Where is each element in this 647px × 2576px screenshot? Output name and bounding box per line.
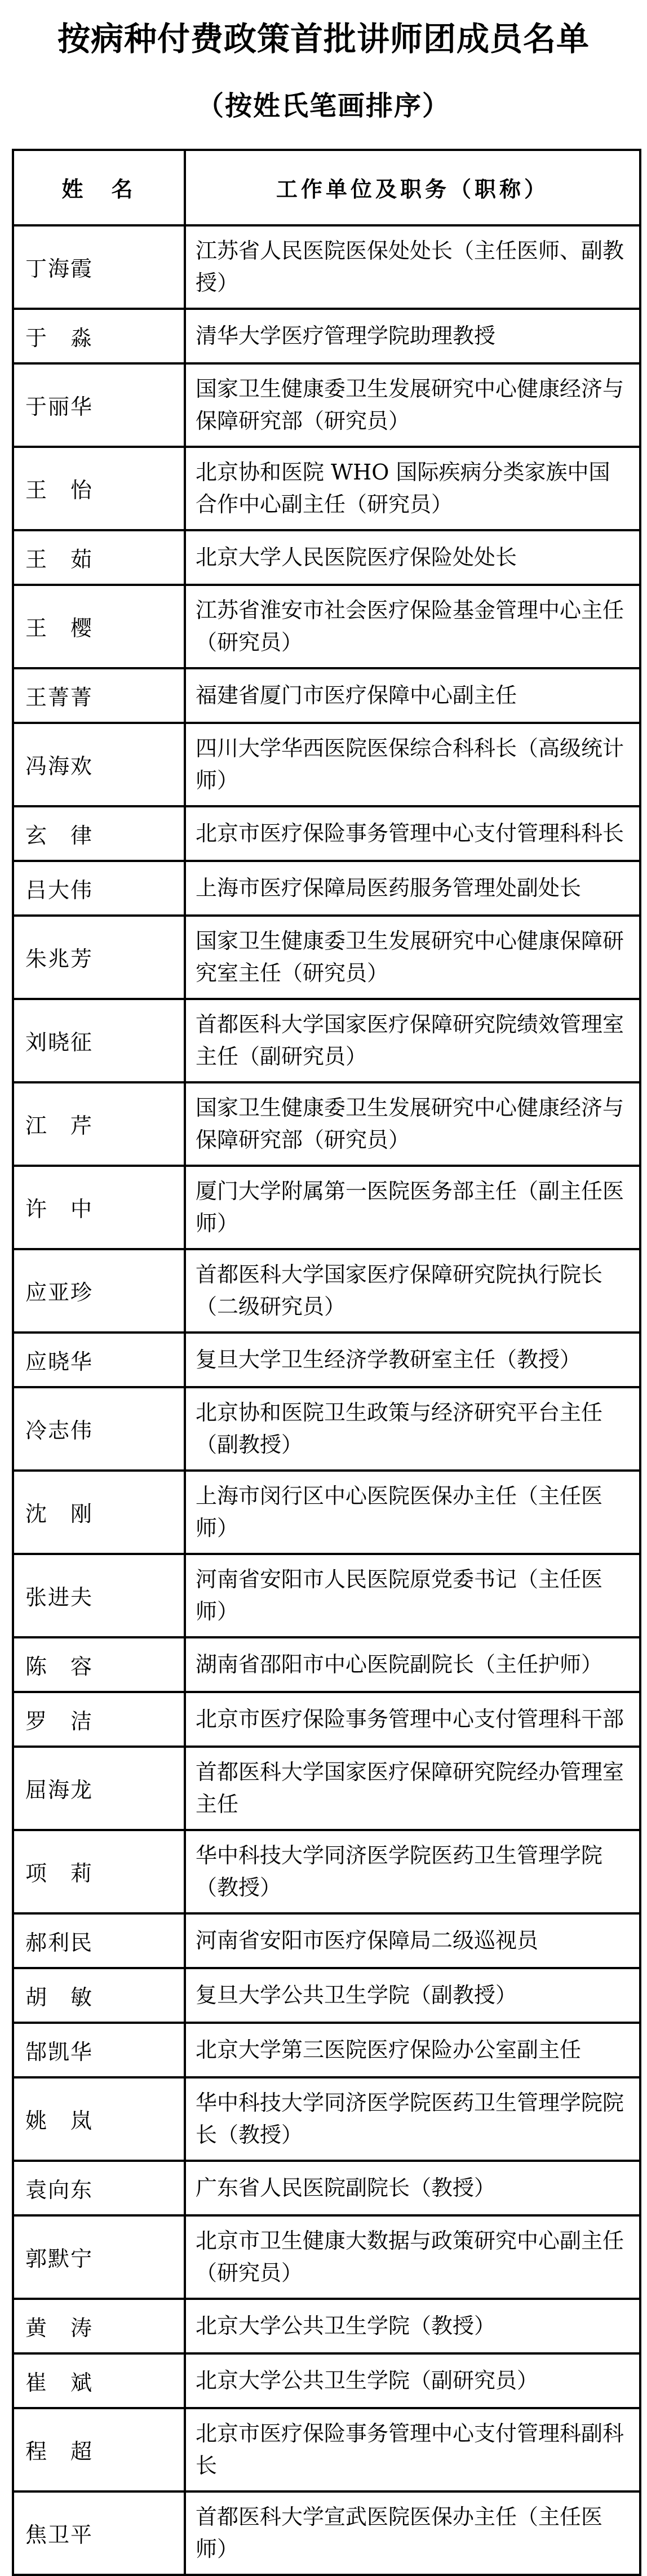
member-name-cell [13, 1968, 185, 2023]
table-row [13, 225, 640, 309]
member-name: 应亚珍 [25, 1280, 94, 1305]
member-unit-cell [185, 225, 640, 309]
member-name: 江 芹 [25, 1113, 94, 1139]
member-unit: 厦门大学附属第一医院医务部主任（副主任医师） [196, 1178, 624, 1236]
document-page [0, 20, 647, 2576]
member-name-cell [13, 1913, 185, 1968]
member-unit: 北京大学第三医院医疗保险办公室副主任 [196, 2037, 582, 2062]
table-row [13, 1387, 640, 1471]
member-name-cell [13, 2077, 185, 2161]
member-unit: 首都医科大学国家医疗保障研究院执行院长（二级研究员） [196, 1262, 603, 1319]
member-name: 郭默宁 [25, 2246, 94, 2272]
member-name: 王 怡 [25, 478, 94, 503]
member-unit-cell [185, 1913, 640, 1968]
member-unit: 华中科技大学同济医学院医药卫生管理学院院长（教授） [196, 2090, 624, 2147]
member-unit-cell [185, 916, 640, 999]
member-name-cell [13, 225, 185, 309]
table-row [13, 1554, 640, 1637]
member-unit-cell [185, 309, 640, 363]
member-unit-cell [185, 585, 640, 668]
member-unit-cell [185, 1166, 640, 1249]
member-name: 郜凯华 [25, 2039, 94, 2064]
table-row [13, 1166, 640, 1249]
member-name: 王 茹 [25, 547, 94, 572]
table-row [13, 723, 640, 806]
member-name-cell [13, 447, 185, 530]
member-name-cell [13, 2408, 185, 2491]
member-name: 姚 岚 [25, 2108, 94, 2134]
member-unit-cell [185, 1249, 640, 1333]
member-name: 焦卫平 [25, 2522, 94, 2548]
member-name: 罗 洁 [25, 1708, 94, 1734]
member-unit-cell [185, 2353, 640, 2408]
member-unit-cell [185, 1471, 640, 1554]
member-unit: 华中科技大学同济医学院医药卫生管理学院（教授） [196, 1842, 603, 1900]
member-name: 张进夫 [25, 1585, 94, 1610]
member-name-cell [13, 1333, 185, 1387]
member-name: 陈 容 [25, 1654, 94, 1679]
member-unit-cell [185, 1747, 640, 1830]
member-name: 崔 斌 [25, 2370, 94, 2395]
member-name: 丁海霞 [25, 256, 94, 282]
member-name-cell [13, 806, 185, 861]
member-unit: 北京市医疗保险事务管理中心支付管理科科长 [196, 820, 624, 846]
member-unit: 北京大学公共卫生学院（副研究员） [196, 2368, 539, 2393]
table-row [13, 363, 640, 447]
table-row [13, 668, 640, 723]
table-row [13, 1747, 640, 1830]
member-unit-cell [185, 447, 640, 530]
member-name-cell [13, 530, 185, 585]
member-name: 黄 涛 [25, 2315, 94, 2340]
member-name-cell [13, 1747, 185, 1830]
table-row [13, 1249, 640, 1333]
member-unit: 国家卫生健康委卫生发展研究中心健康保障研究室主任（研究员） [196, 928, 624, 985]
member-unit: 河南省安阳市医疗保障局二级巡视员 [196, 1927, 539, 1953]
member-unit-cell [185, 2408, 640, 2491]
table-row [13, 2077, 640, 2161]
member-unit: 复旦大学卫生经济学教研室主任（教授） [196, 1347, 582, 1372]
table-row [13, 1830, 640, 1913]
member-unit-cell [185, 999, 640, 1082]
member-name-cell [13, 2215, 185, 2299]
member-unit: 江苏省人民医院医保处处长（主任医师、副教授） [196, 238, 624, 295]
member-name: 沈 刚 [25, 1502, 94, 1527]
member-unit-cell [185, 363, 640, 447]
table-row [13, 530, 640, 585]
member-unit-cell [185, 1554, 640, 1637]
member-name: 于 淼 [25, 325, 94, 350]
member-unit: 广东省人民医院副院长（教授） [196, 2175, 496, 2200]
member-unit-cell [185, 2491, 640, 2575]
table-row [13, 1333, 640, 1387]
member-unit: 上海市闵行区中心医院医保办主任（主任医师） [196, 1483, 603, 1540]
member-unit-cell [185, 1387, 640, 1471]
member-name-cell [13, 668, 185, 723]
member-unit: 上海市医疗保障局医药服务管理处副处长 [196, 875, 582, 900]
member-name: 屈海龙 [25, 1778, 94, 1803]
member-unit-cell [185, 806, 640, 861]
member-name: 郝利民 [25, 1930, 94, 1955]
member-name: 刘晓征 [25, 1030, 94, 1055]
member-name-cell [13, 2023, 185, 2077]
table-row [13, 806, 640, 861]
member-name-cell [13, 1554, 185, 1637]
table-row [13, 861, 640, 916]
member-unit: 国家卫生健康委卫生发展研究中心健康经济与保障研究部（研究员） [196, 1095, 624, 1152]
member-name-cell [13, 1830, 185, 1913]
member-unit: 湖南省邵阳市中心医院副院长（主任护师） [196, 1651, 603, 1677]
member-unit: 国家卫生健康委卫生发展研究中心健康经济与保障研究部（研究员） [196, 376, 624, 433]
table-row [13, 999, 640, 1082]
member-name: 吕大伟 [25, 877, 94, 903]
member-name: 冯海欢 [25, 754, 94, 779]
table-row [13, 2299, 640, 2353]
member-unit-cell [185, 530, 640, 585]
member-name-cell [13, 1387, 185, 1471]
member-unit: 首都医科大学国家医疗保障研究院经办管理室主任 [196, 1759, 624, 1816]
table-row [13, 916, 640, 999]
table-row [13, 585, 640, 668]
member-unit-cell [185, 2215, 640, 2299]
table-header-row [13, 150, 640, 225]
member-unit: 福建省厦门市医疗保障中心副主任 [196, 682, 517, 708]
member-name: 许 中 [25, 1197, 94, 1222]
table-row [13, 309, 640, 363]
member-name: 王 樱 [25, 616, 94, 641]
member-unit: 北京市卫生健康大数据与政策研究中心副主任（研究员） [196, 2228, 624, 2285]
table-row [13, 2353, 640, 2408]
member-name-cell [13, 861, 185, 916]
member-name-cell [13, 2353, 185, 2408]
member-name: 冷志伟 [25, 1418, 94, 1444]
member-name-cell [13, 1166, 185, 1249]
member-unit-cell [185, 2299, 640, 2353]
member-name-cell [13, 2299, 185, 2353]
header-name-cell: 姓 名 [13, 150, 185, 225]
table-row [13, 2215, 640, 2299]
table-row [13, 2161, 640, 2215]
table-row [13, 2408, 640, 2491]
member-name-cell [13, 585, 185, 668]
member-unit: 首都医科大学国家医疗保障研究院绩效管理室主任（副研究员） [196, 1011, 624, 1069]
member-unit: 北京大学公共卫生学院（教授） [196, 2313, 496, 2338]
member-name-cell [13, 999, 185, 1082]
member-unit-cell [185, 1692, 640, 1747]
table-row [13, 2023, 640, 2077]
member-name-cell [13, 1471, 185, 1554]
member-unit-cell [185, 1082, 640, 1166]
member-unit-cell [185, 2023, 640, 2077]
header-unit-cell: 工作单位及职务（职称） [185, 150, 640, 225]
member-unit: 清华大学医疗管理学院助理教授 [196, 323, 496, 348]
member-unit-cell [185, 861, 640, 916]
member-unit: 北京市医疗保险事务管理中心支付管理科副科长 [196, 2420, 624, 2478]
member-name-cell [13, 1637, 185, 1692]
member-name-cell [13, 363, 185, 447]
table-row [13, 1692, 640, 1747]
roster-table [12, 149, 641, 2576]
table-row [13, 1913, 640, 1968]
member-name-cell [13, 1692, 185, 1747]
member-unit-cell [185, 2161, 640, 2215]
page-subtitle: （按姓氏笔画排序） [196, 90, 450, 122]
member-name: 项 莉 [25, 1861, 94, 1886]
page-title: 按病种付费政策首批讲师团成员名单 [57, 20, 590, 58]
member-unit-cell [185, 1637, 640, 1692]
member-unit: 北京大学人民医院医疗保险处处长 [196, 544, 517, 570]
table-row [13, 447, 640, 530]
table-row [13, 1637, 640, 1692]
member-name: 王菁菁 [25, 685, 94, 710]
member-unit-cell [185, 723, 640, 806]
member-unit: 北京协和医院卫生政策与经济研究平台主任（副教授） [196, 1400, 603, 1457]
member-name: 程 超 [25, 2439, 94, 2464]
member-unit-cell [185, 1968, 640, 2023]
member-name-cell [13, 2161, 185, 2215]
member-name-cell [13, 1082, 185, 1166]
member-unit-cell [185, 1830, 640, 1913]
member-unit-cell [185, 668, 640, 723]
roster-body [13, 225, 640, 2575]
table-row [13, 2491, 640, 2575]
member-name: 朱兆芳 [25, 947, 94, 972]
member-unit: 四川大学华西医院医保综合科科长（高级统计师） [196, 735, 624, 793]
member-name: 玄 律 [25, 823, 94, 848]
member-name-cell [13, 2491, 185, 2575]
member-unit-cell [185, 2077, 640, 2161]
member-name-cell [13, 723, 185, 806]
member-name: 胡 敏 [25, 1984, 94, 2010]
member-unit: 河南省安阳市人民医院原党委书记（主任医师） [196, 1566, 603, 1624]
member-unit: 江苏省淮安市社会医疗保险基金管理中心主任（研究员） [196, 597, 624, 655]
table-row [13, 1471, 640, 1554]
member-name: 应晓华 [25, 1349, 94, 1374]
member-unit-cell [185, 1333, 640, 1387]
member-unit: 复旦大学公共卫生学院（副教授） [196, 1982, 517, 2007]
member-unit: 首都医科大学宣武医院医保办主任（主任医师） [196, 2504, 603, 2561]
member-name-cell [13, 1249, 185, 1333]
member-name-cell [13, 309, 185, 363]
member-name-cell [13, 916, 185, 999]
member-name: 袁向东 [25, 2177, 94, 2202]
member-name: 于丽华 [25, 394, 94, 420]
member-unit: 北京协和医院 WHO 国际疾病分类家族中国合作中心副主任（研究员） [196, 459, 610, 517]
member-unit: 北京市医疗保险事务管理中心支付管理科干部 [196, 1706, 624, 1731]
table-row [13, 1968, 640, 2023]
table-row [13, 1082, 640, 1166]
